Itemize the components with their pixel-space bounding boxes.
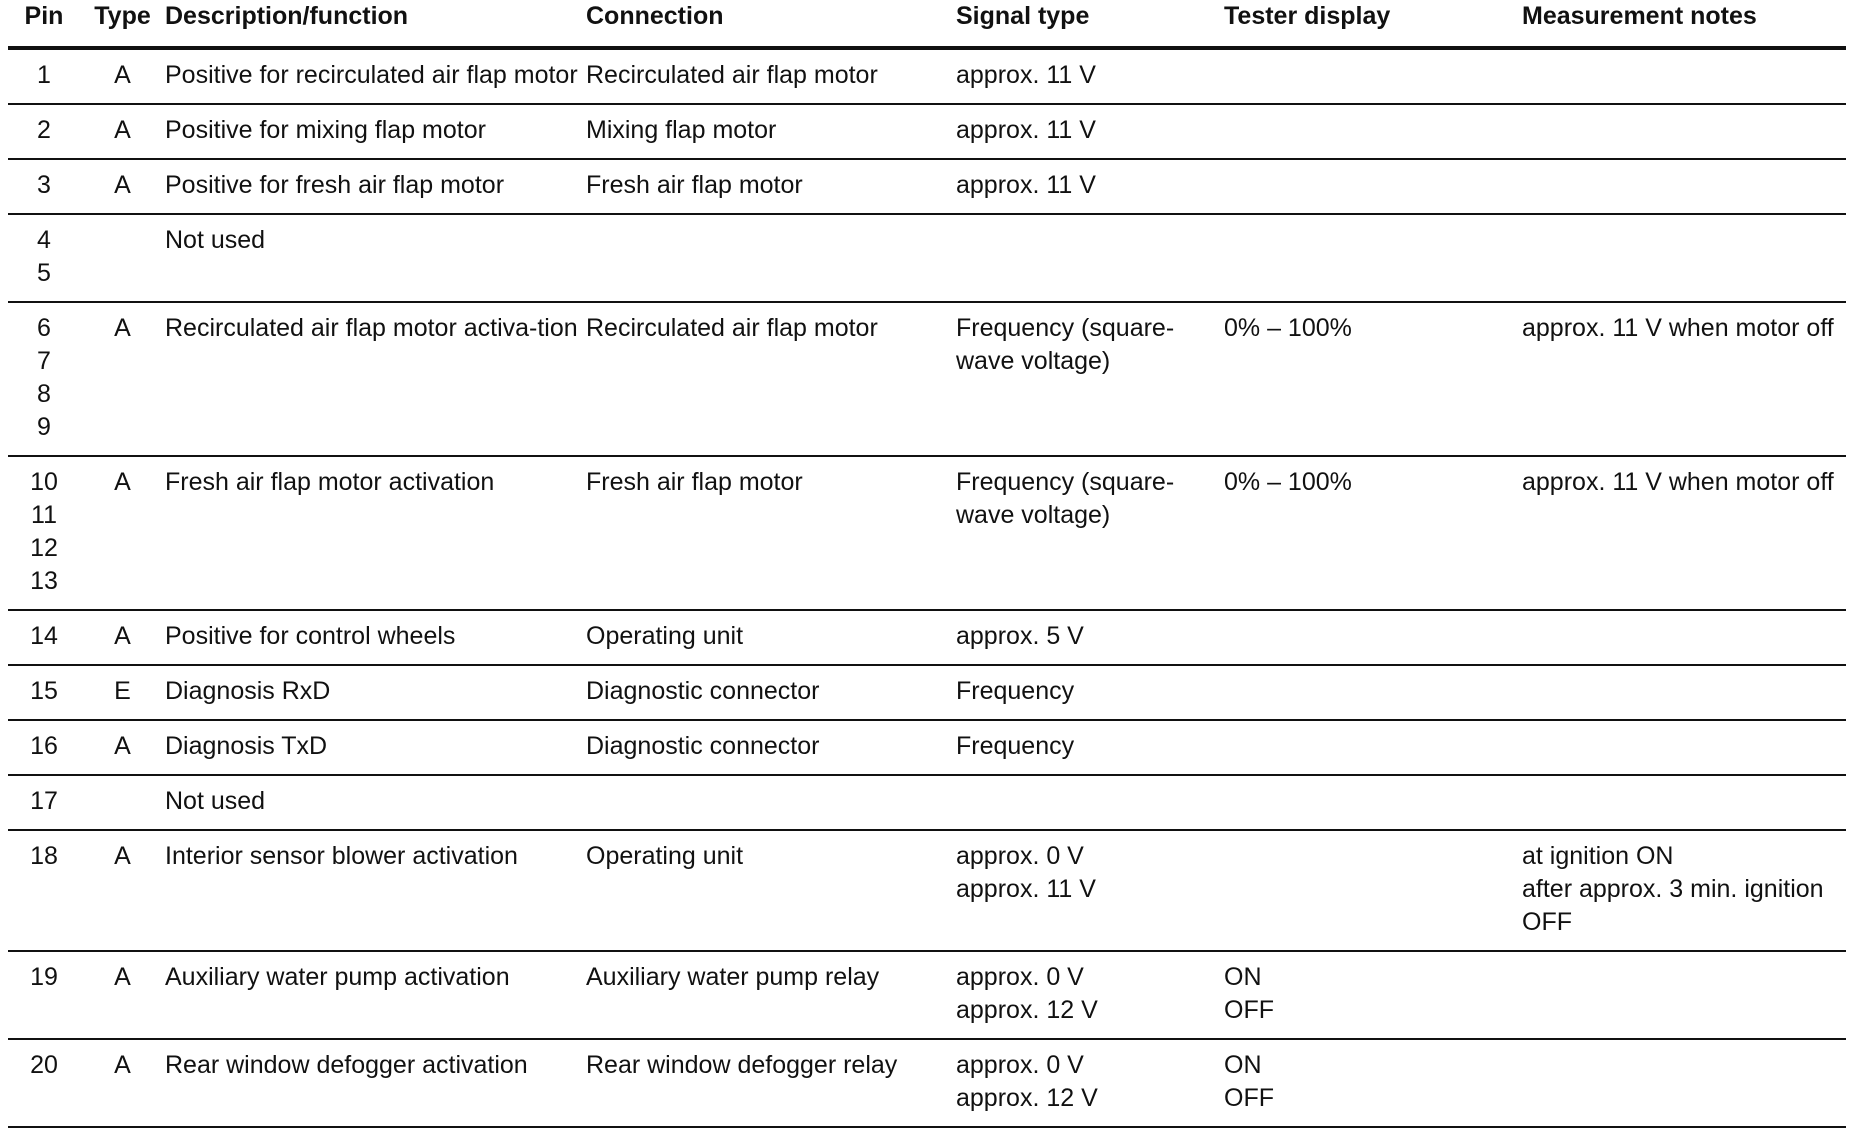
header-connection: Connection xyxy=(586,0,956,48)
type-cell: A xyxy=(80,951,165,1039)
tester-value: ON xyxy=(1224,963,1262,991)
measurement-notes-cell xyxy=(1522,610,1846,665)
type-cell: A xyxy=(80,610,165,665)
signal-value: Frequency xyxy=(956,677,1075,705)
description-cell: Not used xyxy=(165,775,586,830)
type-cell xyxy=(80,214,165,302)
type-cell: A xyxy=(80,159,165,214)
table-row xyxy=(8,720,1846,775)
connection-cell: Recirculated air flap motor xyxy=(586,302,956,456)
table-row xyxy=(8,610,1846,665)
pin-cell xyxy=(8,456,80,610)
pin-cell xyxy=(8,1039,80,1127)
table-row xyxy=(8,159,1846,214)
table-row xyxy=(8,104,1846,159)
pin-cell xyxy=(8,214,80,302)
type-cell xyxy=(80,775,165,830)
connection-cell: Operating unit xyxy=(586,610,956,665)
type-cell: A xyxy=(80,456,165,610)
pin-number: 1 xyxy=(37,61,51,89)
table-row xyxy=(8,48,1846,104)
pin-cell xyxy=(8,775,80,830)
header-row xyxy=(8,0,1846,48)
signal-type-cell xyxy=(956,1039,1224,1127)
signal-value: Frequency (square-wave voltage) xyxy=(956,314,1175,375)
tester-value: 0% – 100% xyxy=(1224,314,1352,342)
pin-number: 11 xyxy=(31,501,57,529)
connection-cell xyxy=(586,214,956,302)
table-row xyxy=(8,302,1846,456)
header-signal-type: Signal type xyxy=(956,0,1224,48)
measurement-notes-cell xyxy=(1522,951,1846,1039)
pin-number: 9 xyxy=(37,413,51,441)
connection-cell xyxy=(586,775,956,830)
measurement-notes-cell xyxy=(1522,104,1846,159)
pin-number: 8 xyxy=(37,380,51,408)
tester-display-cell xyxy=(1224,665,1522,720)
pin-cell xyxy=(8,830,80,951)
measurement-notes-cell xyxy=(1522,720,1846,775)
tester-value: 0% – 100% xyxy=(1224,468,1352,496)
signal-type-cell xyxy=(956,610,1224,665)
pin-assignment-table xyxy=(8,0,1846,1128)
connection-cell: Mixing flap motor xyxy=(586,104,956,159)
type-cell: A xyxy=(80,720,165,775)
header-tester-display: Tester display xyxy=(1224,0,1522,48)
description-cell: Positive for control wheels xyxy=(165,610,586,665)
type-cell: A xyxy=(80,302,165,456)
signal-value: approx. 12 V xyxy=(956,1084,1098,1112)
tester-display-cell xyxy=(1224,951,1522,1039)
tester-display-cell xyxy=(1224,610,1522,665)
header-type: Type xyxy=(80,0,165,48)
pin-cell xyxy=(8,665,80,720)
description-cell: Auxiliary water pump activation xyxy=(165,951,586,1039)
type-cell: A xyxy=(80,1039,165,1127)
table-row xyxy=(8,214,1846,302)
pin-cell xyxy=(8,951,80,1039)
description-cell: Recirculated air flap motor activa-tion xyxy=(165,302,586,456)
measurement-notes-cell xyxy=(1522,1039,1846,1127)
connection-cell: Operating unit xyxy=(586,830,956,951)
pin-number: 12 xyxy=(30,534,58,562)
connection-cell: Recirculated air flap motor xyxy=(586,48,956,104)
signal-type-cell xyxy=(956,830,1224,951)
type-cell: A xyxy=(80,830,165,951)
connection-cell: Fresh air flap motor xyxy=(586,159,956,214)
signal-value: approx. 12 V xyxy=(956,996,1098,1024)
header-measurement-notes: Measurement notes xyxy=(1522,0,1846,48)
table-body xyxy=(8,48,1846,1127)
table-header xyxy=(8,0,1846,48)
measurement-notes-cell xyxy=(1522,302,1846,456)
tester-value: ON xyxy=(1224,1051,1262,1079)
pin-number: 18 xyxy=(30,842,58,870)
note-line: approx. 11 V when motor off xyxy=(1522,468,1834,496)
pin-cell xyxy=(8,104,80,159)
signal-type-cell xyxy=(956,665,1224,720)
measurement-notes-cell xyxy=(1522,159,1846,214)
signal-type-cell xyxy=(956,302,1224,456)
type-cell: A xyxy=(80,48,165,104)
pin-number: 4 xyxy=(37,226,51,254)
pin-cell xyxy=(8,720,80,775)
pin-number: 15 xyxy=(30,677,58,705)
tester-display-cell xyxy=(1224,775,1522,830)
table-row xyxy=(8,665,1846,720)
note-line: after approx. 3 min. ignition OFF xyxy=(1522,875,1824,936)
table-row xyxy=(8,456,1846,610)
connection-cell: Auxiliary water pump relay xyxy=(586,951,956,1039)
tester-display-cell xyxy=(1224,159,1522,214)
connection-cell: Rear window defogger relay xyxy=(586,1039,956,1127)
signal-value: approx. 11 V xyxy=(956,116,1096,144)
tester-display-cell xyxy=(1224,720,1522,775)
measurement-notes-cell xyxy=(1522,830,1846,951)
signal-type-cell xyxy=(956,159,1224,214)
pin-number: 10 xyxy=(30,468,58,496)
tester-display-cell xyxy=(1224,456,1522,610)
signal-value: approx. 5 V xyxy=(956,622,1084,650)
tester-value: OFF xyxy=(1224,1084,1274,1112)
description-cell: Diagnosis RxD xyxy=(165,665,586,720)
signal-value: approx. 11 V xyxy=(956,875,1096,903)
header-pin: Pin xyxy=(8,0,80,48)
signal-type-cell xyxy=(956,951,1224,1039)
signal-type-cell xyxy=(956,214,1224,302)
signal-value: Frequency (square-wave voltage) xyxy=(956,468,1175,529)
measurement-notes-cell xyxy=(1522,214,1846,302)
signal-type-cell xyxy=(956,775,1224,830)
signal-value: approx. 0 V xyxy=(956,842,1084,870)
pin-number: 20 xyxy=(30,1051,58,1079)
tester-display-cell xyxy=(1224,830,1522,951)
tester-display-cell xyxy=(1224,104,1522,159)
pin-number: 13 xyxy=(30,567,58,595)
description-cell: Not used xyxy=(165,214,586,302)
header-description: Description/function xyxy=(165,0,586,48)
connection-cell: Diagnostic connector xyxy=(586,720,956,775)
signal-type-cell xyxy=(956,720,1224,775)
pin-number: 3 xyxy=(37,171,51,199)
tester-display-cell xyxy=(1224,214,1522,302)
note-line: approx. 11 V when motor off xyxy=(1522,314,1834,342)
pin-number: 6 xyxy=(37,314,51,342)
signal-value: approx. 11 V xyxy=(956,171,1096,199)
description-cell: Positive for fresh air flap motor xyxy=(165,159,586,214)
signal-value: approx. 0 V xyxy=(956,1051,1084,1079)
tester-display-cell xyxy=(1224,302,1522,456)
tester-value: OFF xyxy=(1224,996,1274,1024)
description-cell: Positive for mixing flap motor xyxy=(165,104,586,159)
description-cell: Fresh air flap motor activation xyxy=(165,456,586,610)
note-line: at ignition ON xyxy=(1522,842,1674,870)
connection-cell: Fresh air flap motor xyxy=(586,456,956,610)
type-cell: A xyxy=(80,104,165,159)
pin-number: 19 xyxy=(30,963,58,991)
pin-cell xyxy=(8,610,80,665)
pin-number: 2 xyxy=(37,116,51,144)
measurement-notes-cell xyxy=(1522,48,1846,104)
signal-type-cell xyxy=(956,104,1224,159)
measurement-notes-cell xyxy=(1522,456,1846,610)
description-cell: Interior sensor blower activation xyxy=(165,830,586,951)
pin-number: 7 xyxy=(37,347,51,375)
pin-number: 14 xyxy=(30,622,58,650)
pin-cell xyxy=(8,48,80,104)
table-row xyxy=(8,1039,1846,1127)
pin-number: 5 xyxy=(37,259,51,287)
signal-type-cell xyxy=(956,456,1224,610)
tester-display-cell xyxy=(1224,48,1522,104)
pin-number: 17 xyxy=(30,787,58,815)
description-cell: Rear window defogger activation xyxy=(165,1039,586,1127)
pin-cell xyxy=(8,159,80,214)
pin-cell xyxy=(8,302,80,456)
description-cell: Positive for recirculated air flap motor xyxy=(165,48,586,104)
table-row xyxy=(8,775,1846,830)
signal-value: approx. 11 V xyxy=(956,61,1096,89)
measurement-notes-cell xyxy=(1522,775,1846,830)
connection-cell: Diagnostic connector xyxy=(586,665,956,720)
signal-value: Frequency xyxy=(956,732,1075,760)
signal-value: approx. 0 V xyxy=(956,963,1084,991)
type-cell: E xyxy=(80,665,165,720)
signal-type-cell xyxy=(956,48,1224,104)
table-row xyxy=(8,830,1846,951)
table-row xyxy=(8,951,1846,1039)
pin-number: 16 xyxy=(30,732,58,760)
description-cell: Diagnosis TxD xyxy=(165,720,586,775)
tester-display-cell xyxy=(1224,1039,1522,1127)
measurement-notes-cell xyxy=(1522,665,1846,720)
